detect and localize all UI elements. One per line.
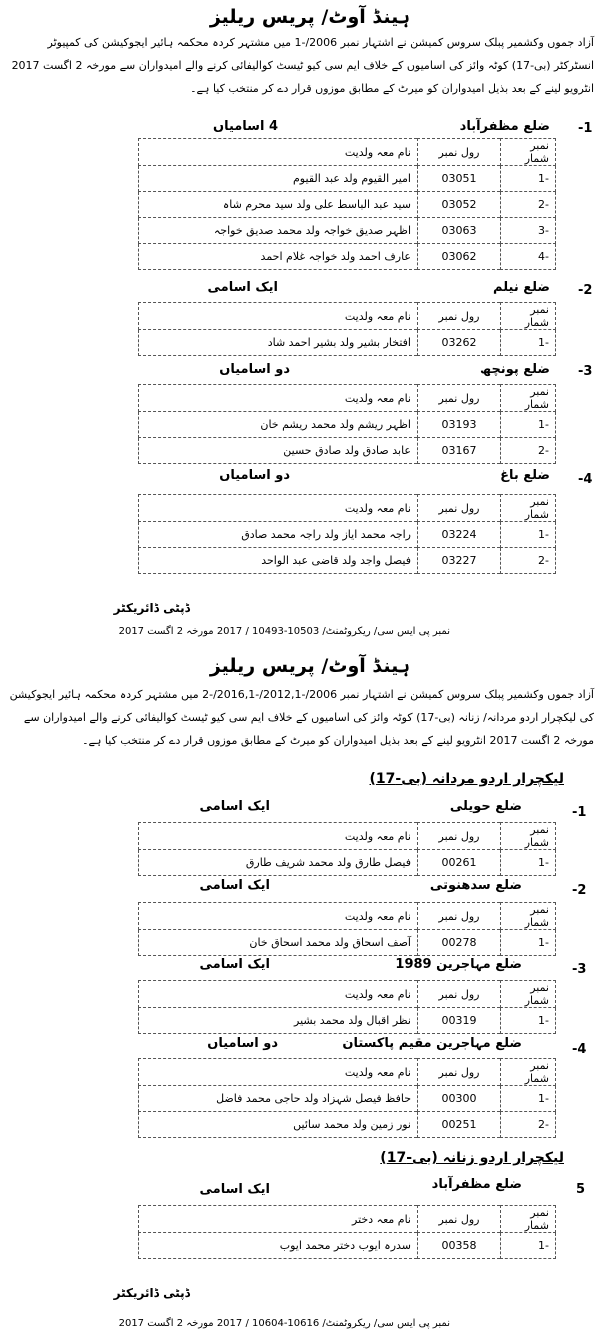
table-row <box>139 1112 556 1138</box>
header-name: نام معہ ولدیت <box>139 981 418 1008</box>
header-sn: نمبر شمار <box>501 303 556 330</box>
vacancy-count: ایک اسامی <box>199 1182 270 1197</box>
cell-sn: -2 <box>501 192 556 218</box>
table-header-row <box>139 139 556 166</box>
header-sn: نمبر شمار <box>501 1206 556 1233</box>
header-roll: رول نمبر <box>418 385 501 412</box>
section-number: -2 <box>578 283 593 298</box>
release1-heading: ہینڈ آوٹ/ پریس ریلیز <box>209 6 410 28</box>
header-name: نام معہ ولدیت <box>139 303 418 330</box>
table-header-row <box>139 303 556 330</box>
candidates-table <box>138 302 556 356</box>
cell-roll: 00251 <box>418 1112 501 1138</box>
cell-sn: -1 <box>501 166 556 192</box>
section-number: -3 <box>572 962 587 977</box>
cell-name: فیصل طارق ولد محمد شریف طارق <box>139 850 418 876</box>
reference-line: نمبر پی ایس سی/ ریکروٹمنٹ/ 10503-10493 / 2017 مورخہ 2 اگست 2017 <box>118 626 450 637</box>
section-number: 5 <box>576 1182 586 1197</box>
signature-title: ڈپٹی ڈائریکٹر <box>113 601 190 615</box>
vacancy-count: دو اسامیاں <box>207 1036 278 1051</box>
district-name: ضلع مظفرآباد <box>459 119 550 134</box>
cell-name: عارف احمد ولد خواجہ غلام احمد <box>139 244 418 270</box>
table-row <box>139 850 556 876</box>
cell-sn: -1 <box>501 1233 556 1259</box>
district-name: ضلع مہاجرین مقیم پاکستان <box>342 1036 522 1051</box>
cell-name: امیر القیوم ولد عبد القیوم <box>139 166 418 192</box>
cell-name: افتخار بشیر ولد بشیر احمد شاد <box>139 330 418 356</box>
cell-name: حافظ فیصل شہزاد ولد حاجی محمد فاضل <box>139 1086 418 1112</box>
table-row <box>139 522 556 548</box>
section-number: -4 <box>572 1042 587 1057</box>
header-sn: نمبر شمار <box>501 139 556 166</box>
header-sn: نمبر شمار <box>501 495 556 522</box>
table-row <box>139 1233 556 1259</box>
vacancy-count: ایک اسامی <box>199 957 270 972</box>
table-row <box>139 330 556 356</box>
district-name: ضلع پونچھ <box>480 362 550 377</box>
cell-roll: 00358 <box>418 1233 501 1259</box>
subheading-female: لیکچرار اردو زنانہ (بی-17) <box>380 1150 564 1166</box>
district-name: ضلع نیلم <box>493 280 550 295</box>
section-number: -3 <box>578 364 593 379</box>
cell-sn: -1 <box>501 1008 556 1034</box>
header-roll: رول نمبر <box>418 1059 501 1086</box>
cell-roll: 03052 <box>418 192 501 218</box>
cell-name: راجہ محمد ایاز ولد راجہ محمد صادق <box>139 522 418 548</box>
vacancy-count: دو اسامیاں <box>219 362 290 377</box>
vacancy-count: ایک اسامی <box>207 280 278 295</box>
table-row <box>139 244 556 270</box>
cell-name: نظر اقبال ولد محمد بشیر <box>139 1008 418 1034</box>
cell-name: سدرہ ایوب دختر محمد ایوب <box>139 1233 418 1259</box>
district-name: ضلع باغ <box>500 468 550 483</box>
candidates-table <box>138 138 556 270</box>
table-header-row <box>139 903 556 930</box>
district-name: ضلع سدھنوتی <box>429 878 522 893</box>
cell-roll: 03193 <box>418 412 501 438</box>
header-sn: نمبر شمار <box>501 385 556 412</box>
cell-name: آصف اسحاق ولد محمد اسحاق خان <box>139 930 418 956</box>
candidates-table <box>138 822 556 876</box>
vacancy-count: ایک اسامی <box>199 799 270 814</box>
cell-sn: -1 <box>501 412 556 438</box>
section-number: -2 <box>572 883 587 898</box>
candidates-table <box>138 1205 556 1259</box>
header-name: نام معہ ولدیت <box>139 495 418 522</box>
table-header-row <box>139 981 556 1008</box>
table-header-row <box>139 1059 556 1086</box>
cell-sn: -2 <box>501 548 556 574</box>
header-roll: رول نمبر <box>418 303 501 330</box>
release1-intro: آزاد جموں وکشمیر پبلک سروس کمیشن نے اشتہار نمبر 2006/-1 میں مشتہر کردہ محکمہ ہائیر ایجوکیشن کی کمپیوٹر انسٹرکٹر (بی-17) کوٹہ وائز کی اسامیوں کے خلاف ایم سی کیو ٹیسٹ کوالیفائی کرنے والے امیدواران سے مورخہ 2 اگست 2017 انٹرویو لینے کے بعد بذیل امیدواران کو میرٹ کے مطابق موزوں قرار دے کر منتخب کیا ہے۔ <box>11 36 594 95</box>
cell-name: اظہر صدیق خواجہ ولد محمد صدیق خواجہ <box>139 218 418 244</box>
subheading-male: لیکچرار اردو مردانہ (بی-17) <box>369 771 564 787</box>
cell-sn: -2 <box>501 438 556 464</box>
header-roll: رول نمبر <box>418 1206 501 1233</box>
header-sn: نمبر شمار <box>501 903 556 930</box>
header-sn: نمبر شمار <box>501 981 556 1008</box>
candidates-table <box>138 384 556 464</box>
cell-name: عابد صادق ولد صادق حسین <box>139 438 418 464</box>
section-number: -4 <box>578 472 593 487</box>
cell-sn: -1 <box>501 1086 556 1112</box>
cell-name: فیصل واجد ولد قاضی عبد الواحد <box>139 548 418 574</box>
cell-name: نور زمین ولد محمد سائیں <box>139 1112 418 1138</box>
cell-roll: 00278 <box>418 930 501 956</box>
header-name: نام معہ ولدیت <box>139 139 418 166</box>
header-sn: نمبر شمار <box>501 823 556 850</box>
candidates-table <box>138 494 556 574</box>
table-row <box>139 218 556 244</box>
header-roll: رول نمبر <box>418 903 501 930</box>
table-row <box>139 1008 556 1034</box>
cell-sn: -1 <box>501 930 556 956</box>
signature-title: ڈپٹی ڈائریکٹر <box>113 1286 190 1300</box>
release2-heading: ہینڈ آوٹ/ پریس ریلیز <box>209 655 410 677</box>
cell-name: سید عبد الباسط علی ولد سید محرم شاہ <box>139 192 418 218</box>
vacancy-count: ایک اسامی <box>199 878 270 893</box>
cell-sn: -2 <box>501 1112 556 1138</box>
header-roll: رول نمبر <box>418 823 501 850</box>
table-row <box>139 438 556 464</box>
cell-roll: 03262 <box>418 330 501 356</box>
candidates-table <box>138 980 556 1034</box>
header-name: نام معہ ولدیت <box>139 385 418 412</box>
cell-roll: 00300 <box>418 1086 501 1112</box>
table-row <box>139 548 556 574</box>
candidates-table <box>138 1058 556 1138</box>
section-number: -1 <box>572 805 587 820</box>
table-row <box>139 192 556 218</box>
vacancy-count: دو اسامیاں <box>219 468 290 483</box>
cell-roll: 03051 <box>418 166 501 192</box>
district-name: ضلع مظفرآباد <box>431 1177 522 1192</box>
table-header-row <box>139 1206 556 1233</box>
reference-line: نمبر پی ایس سی/ ریکروٹمنٹ/ 10616-10604 / 2017 مورخہ 2 اگست 2017 <box>118 1318 450 1329</box>
cell-sn: -3 <box>501 218 556 244</box>
district-name: ضلع مہاجرین 1989 <box>395 957 522 972</box>
table-row <box>139 930 556 956</box>
cell-roll: 00261 <box>418 850 501 876</box>
cell-sn: -1 <box>501 330 556 356</box>
cell-sn: -1 <box>501 850 556 876</box>
section-number: -1 <box>578 121 593 136</box>
header-roll: رول نمبر <box>418 495 501 522</box>
vacancy-count: 4 اسامیاں <box>212 119 278 134</box>
header-name: نام معہ ولدیت <box>139 903 418 930</box>
table-row <box>139 166 556 192</box>
header-name: نام معہ ولدیت <box>139 1059 418 1086</box>
cell-roll: 03063 <box>418 218 501 244</box>
header-sn: نمبر شمار <box>501 1059 556 1086</box>
release2-intro: آزاد جموں وکشمیر پبلک سروس کمیشن نے اشتہار نمبر 2006/-2012,1/-2016,1/-2 میں مشتہر کردہ محکمہ ہائیر ایجوکیشن کی لیکچرار اردو مردانہ/ زنانہ (بی-17) کوٹہ وائز کی اسامیوں کے خلاف ایم سی کیو ٹیسٹ کوالیفائی کرنے والے امیدواران سے مورخہ 2 اگست 2017 انٹرویو لینے کے بعد بذیل امیدواران کو میرٹ کے مطابق موزوں قرار دے کر منتخب کیا ہے۔ <box>9 688 594 747</box>
cell-roll: 03062 <box>418 244 501 270</box>
cell-roll: 03227 <box>418 548 501 574</box>
table-header-row <box>139 495 556 522</box>
cell-name: اظہر ریشم ولد محمد ریشم خان <box>139 412 418 438</box>
header-name: نام معہ دختر <box>139 1206 418 1233</box>
table-row <box>139 412 556 438</box>
table-header-row <box>139 823 556 850</box>
header-roll: رول نمبر <box>418 981 501 1008</box>
cell-sn: -4 <box>501 244 556 270</box>
cell-roll: 03167 <box>418 438 501 464</box>
cell-roll: 00319 <box>418 1008 501 1034</box>
table-header-row <box>139 385 556 412</box>
cell-roll: 03224 <box>418 522 501 548</box>
district-name: ضلع حویلی <box>449 799 522 814</box>
cell-sn: -1 <box>501 522 556 548</box>
candidates-table <box>138 902 556 956</box>
header-roll: رول نمبر <box>418 139 501 166</box>
table-row <box>139 1086 556 1112</box>
header-name: نام معہ ولدیت <box>139 823 418 850</box>
